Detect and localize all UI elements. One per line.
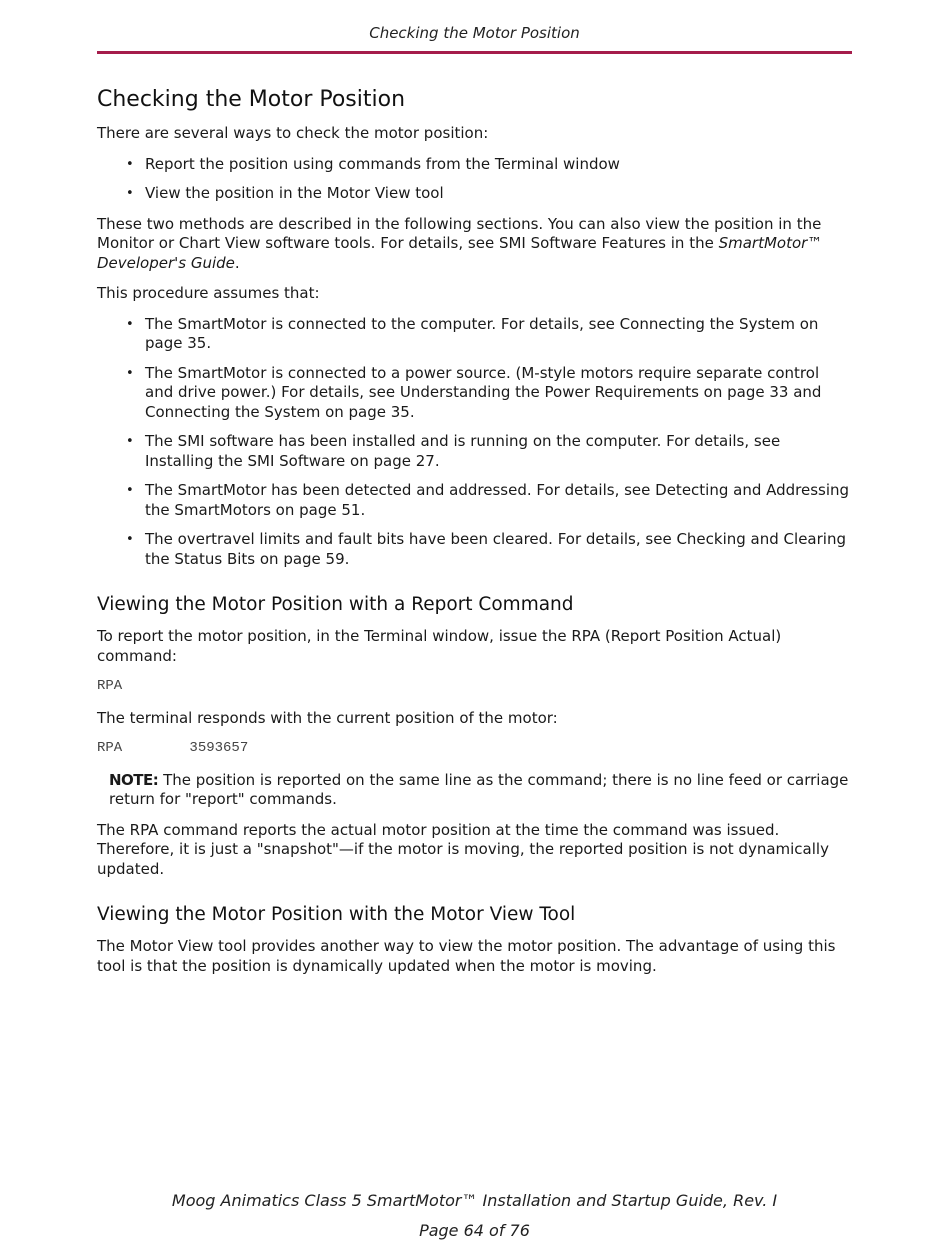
- note-text: The position is reported on the same line as the command; there is no line feed or carriage return for "report" commands.: [109, 770, 849, 808]
- note-label: NOTE:: [109, 770, 159, 789]
- book-title: Moog Animatics Class 5 SmartMotor™ Installation and Startup Guide, Rev. I: [171, 1191, 778, 1210]
- list-item: • The SMI software has been installed and is running on the computer. For details, see Installing the SMI Software on page 27.: [145, 432, 852, 471]
- page-content: [97, 84, 852, 987]
- code-command: RPA: [97, 678, 123, 694]
- intro-paragraph: There are several ways to check the motor position:: [97, 124, 489, 142]
- list-item: • The SmartMotor is connected to the computer. For details, see Connecting the System on page 35.: [145, 315, 852, 354]
- motor-view-paragraph: The Motor View tool provides another way to view the motor position. The advantage of using this tool is that the position is dynamically updated when the motor is moving.: [97, 937, 836, 975]
- motor-view-heading: Viewing the Motor Position with the Motor View Tool: [97, 904, 576, 925]
- page-number: Page 64 of 76: [419, 1221, 530, 1240]
- list-item: • The overtravel limits and fault bits have been cleared. For details, see Checking and Clearing the Status Bits on page 59.: [145, 530, 852, 569]
- methods-text: These two methods are described in the following sections. You can also view the position in the Monitor or Chart View software tools. For details, see SMI Software Features in the: [97, 214, 822, 252]
- methods-text-end: .: [234, 253, 240, 272]
- page-footer: [97, 1186, 852, 1246]
- section-title: Checking the Motor Position: [97, 87, 406, 112]
- report-paragraph: To report the motor position, in the Terminal window, issue the RPA (Report Position Actual) command:: [97, 627, 782, 665]
- snapshot-paragraph: The RPA command reports the actual motor position at the time the command was issued. Therefore, it is just a "snapshot"—if the motor is moving, the reported position is not dynamically updated.: [97, 820, 829, 878]
- report-command-heading: Viewing the Motor Position with a Report Command: [97, 594, 574, 615]
- assumptions-list: [97, 315, 852, 570]
- list-item: • The SmartMotor has been detected and addressed. For details, see Detecting and Addressing the SmartMotors on page 51.: [145, 481, 852, 520]
- ways-list: [97, 155, 852, 204]
- methods-paragraph: [97, 215, 852, 274]
- list-item: • The SmartMotor is connected to a power source. (M-style motors require separate control and drive power.) For details, see Understanding the Power Requirements on page 33 and Connecting the System on page 35.: [145, 364, 852, 423]
- guide-reference: SmartMotor™ Developer's Guide: [97, 234, 823, 272]
- assumes-paragraph: This procedure assumes that:: [97, 284, 320, 302]
- response-paragraph: The terminal responds with the current position of the motor:: [97, 708, 558, 727]
- list-item: • View the position in the Motor View tool: [145, 184, 852, 204]
- code-response: RPA 3593657: [97, 740, 249, 756]
- note: [109, 771, 852, 810]
- running-header: Checking the Motor Position: [97, 24, 852, 54]
- list-item: • Report the position using commands from the Terminal window: [145, 155, 852, 175]
